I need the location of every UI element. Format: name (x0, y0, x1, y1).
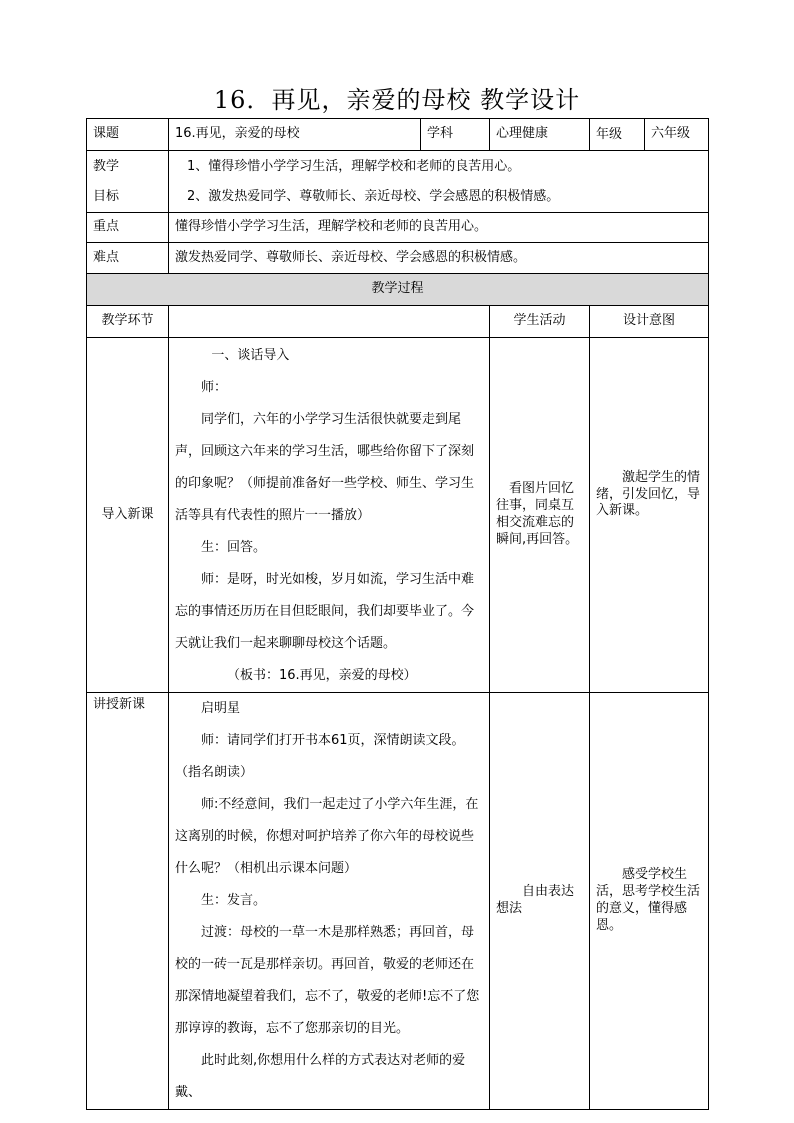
process-banner: 教学过程 (87, 274, 709, 306)
grade-label: 年级 (590, 119, 645, 150)
stage-teach: 讲授新课 (87, 693, 169, 1110)
intro-line: 生：回答。 (201, 540, 267, 555)
col-intent-header: 设计意图 (590, 306, 709, 338)
grade-cell (590, 119, 709, 151)
teach-content (169, 693, 490, 1110)
goal-item: 2、激发热爱同学、尊敬师长、亲近母校、学会感恩的积极情感。 (187, 188, 560, 204)
teach-line: 启明星 (201, 701, 241, 716)
col-content-header (169, 306, 490, 338)
section-teach-row (87, 693, 709, 1110)
difficulty-value: 激发热爱同学、尊敬师长、亲近母校、学会感恩的积极情感。 (169, 243, 709, 274)
lesson-plan-table (86, 118, 709, 1110)
key-point-value: 懂得珍惜小学学习生活，理解学校和老师的良苦用心。 (169, 213, 709, 243)
col-stage-header: 教学环节 (87, 306, 169, 338)
difficulty-label: 难点 (87, 243, 169, 274)
teach-intent-text: 感受学校生活，思考学校生活的意义，懂得感恩。 (596, 867, 701, 933)
intro-line: 师： (201, 380, 228, 395)
teach-line: 师：请同学们打开书本61页，深情朗读文段。（指名朗读） (175, 733, 465, 780)
key-point-label: 重点 (87, 213, 169, 243)
process-header-row (87, 306, 709, 338)
intro-activity-text: 看图片回忆往事，同桌互相交流难忘的瞬间,再回答。 (496, 481, 579, 547)
teach-line: 此时此刻,你想用什么样的方式表达对老师的爱戴、 (175, 1053, 466, 1100)
difficulty-row (87, 243, 709, 274)
intro-line: 一、谈话导入 (211, 348, 290, 363)
goals-label (87, 151, 169, 213)
subject-label: 学科 (421, 119, 490, 151)
goal-item: 1、懂得珍惜小学学习生活，理解学校和老师的良苦用心。 (187, 158, 521, 174)
goals-row (87, 151, 709, 213)
intro-intent (590, 338, 709, 693)
goals-label-line2: 目标 (93, 188, 120, 204)
col-activity-header: 学生活动 (490, 306, 590, 338)
teach-line: 师:不经意间，我们一起走过了小学六年生涯，在这离别的时候，你想对呵护培养了你六年的母校说些什么呢？（相机出示课本问题） (175, 797, 479, 876)
header-row (87, 119, 709, 151)
stage-intro: 导入新课 (87, 338, 169, 693)
grade-value: 六年级 (651, 126, 691, 142)
intro-line: 师：是呀，时光如梭，岁月如流，学习生活中难忘的事情还历历在目但眨眼间，我们却要毕业了。今天就让我们一起来聊聊母校这个话题。 (175, 572, 475, 651)
key-point-row (87, 213, 709, 243)
topic-value: 16.再见，亲爱的母校 (169, 119, 421, 151)
teach-intent (590, 693, 709, 1110)
subject-value: 心理健康 (490, 119, 590, 151)
teach-line: 过渡：母校的一草一木是那样熟悉；再回首，母校的一砖一瓦是那样亲切。再回首，敬爱的老师还在那深情地凝望着我们，忘不了，敬爱的老师!忘不了您那谆谆的教诲，忘不了您那亲切的目光。 (175, 925, 480, 1036)
process-banner-row (87, 274, 709, 306)
teach-activity-text: 自由表达想法 (496, 884, 575, 916)
intro-activity (490, 338, 590, 693)
section-intro-row (87, 338, 709, 693)
intro-line: （板书：16.再见，亲爱的母校） (227, 668, 417, 683)
teach-activity (490, 693, 590, 1110)
intro-content (169, 338, 490, 693)
goals-label-line1: 教学 (93, 158, 120, 174)
intro-intent-text: 激起学生的情绪，引发回忆，导入新课。 (596, 469, 701, 519)
page-title: 16．再见，亲爱的母校 教学设计 (213, 86, 581, 114)
teach-line: 生：发言。 (201, 893, 267, 908)
intro-line: 同学们，六年的小学学习生活很快就要走到尾声，回顾这六年来的学习生活，哪些给你留下了深刻的印象呢？（师提前准备好一些学校、师生、学习生活等具有代表性的照片一一播放） (175, 412, 475, 523)
goals-content (169, 151, 709, 213)
topic-label: 课题 (87, 119, 169, 151)
